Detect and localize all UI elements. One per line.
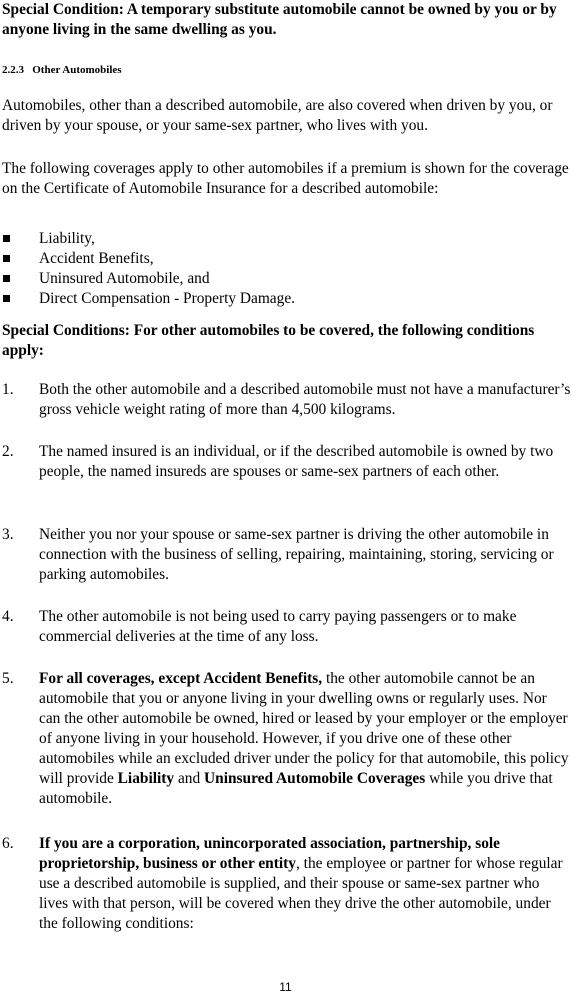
item-text: The named insured is an individual, or if the described automobile is owned by two people, the named insureds are spouses or same-sex partners of each other. — [39, 443, 554, 480]
bullet-square-icon — [3, 295, 10, 302]
item-number: 4. — [2, 608, 14, 625]
list-item: Uninsured Automobile, and — [2, 269, 295, 289]
section-number: 2.2.3 — [2, 64, 24, 76]
section-heading — [2, 63, 122, 77]
item-number: 5. — [2, 670, 14, 687]
item-text: For all coverages, except Accident Benefits, the other automobile cannot be an automobile that you or anyone living in your dwelling owns or regularly uses. Nor can the other automobile be owned, hired or leased by your employer or the employer of anyone living in your household. However, if you drive one of these other automobiles while an excluded driver under the policy for that automobile, this policy will provide Liability and Uninsured Automobile Coverages while you drive that automobile. — [39, 670, 569, 807]
bold-liability: Liability — [117, 770, 175, 787]
item-text: Neither you nor your spouse or same-sex partner is driving the other automobile in connection with the business of selling, repairing, maintaining, storing, servicing or parking automobiles. — [39, 526, 554, 583]
item-number: 2. — [2, 443, 14, 460]
paragraph-other-automobiles: Automobiles, other than a described automobile, are also covered when driven by you, or driven by your spouse, or your same-sex partner, who lives with you. — [2, 97, 553, 134]
section-title: Other Automobiles — [32, 64, 122, 76]
special-condition-heading: Special Condition: A temporary substitute automobile cannot be owned by you or by anyone living in the same dwelling as you. — [2, 1, 557, 38]
bullet-square-icon — [3, 235, 10, 242]
list-item: Liability, — [2, 229, 295, 249]
list-item: Direct Compensation - Property Damage. — [2, 289, 295, 309]
condition-item-6 — [2, 834, 571, 934]
item-text: The other automobile is not being used to carry paying passengers or to make commercial deliveries at the time of any loss. — [39, 608, 517, 645]
paragraph-coverages-apply: The following coverages apply to other automobiles if a premium is shown for the coverage on the Certificate of Automobile Insurance for a described automobile: — [2, 160, 569, 197]
page-number: 11 — [279, 980, 292, 994]
bullet-square-icon — [3, 255, 10, 262]
item-number: 3. — [2, 526, 14, 543]
list-item: Accident Benefits, — [2, 249, 295, 269]
condition-item-4 — [2, 607, 571, 647]
condition-item-3 — [2, 525, 571, 585]
bold-lead: If you are a corporation, unincorporated association, partnership, sole proprietorship, business or other entity — [39, 835, 501, 872]
item-number: 1. — [2, 381, 14, 398]
condition-item-2 — [2, 442, 571, 482]
item-text: If you are a corporation, unincorporated association, partnership, sole proprietorship, business or other entity, the employee or partner for whose regular use a described automobile is supplied, and their spouse or same-sex partner who lives with that person, will be covered when they drive the other automobile, under the following conditions: — [39, 835, 563, 932]
bullet-square-icon — [3, 275, 10, 282]
special-conditions-heading: Special Conditions: For other automobiles to be covered, the following conditions apply: — [2, 322, 535, 359]
coverage-list — [2, 229, 295, 309]
condition-item-5 — [2, 669, 571, 809]
item-text: Both the other automobile and a described automobile must not have a manufacturer’s gross vehicle weight rating of more than 4,500 kilograms. — [39, 381, 571, 418]
bold-uninsured: Uninsured Automobile Coverages — [204, 770, 426, 787]
bold-lead: For all coverages, except Accident Benefits, — [39, 670, 323, 687]
condition-item-1 — [2, 380, 571, 420]
item-number: 6. — [2, 835, 14, 852]
